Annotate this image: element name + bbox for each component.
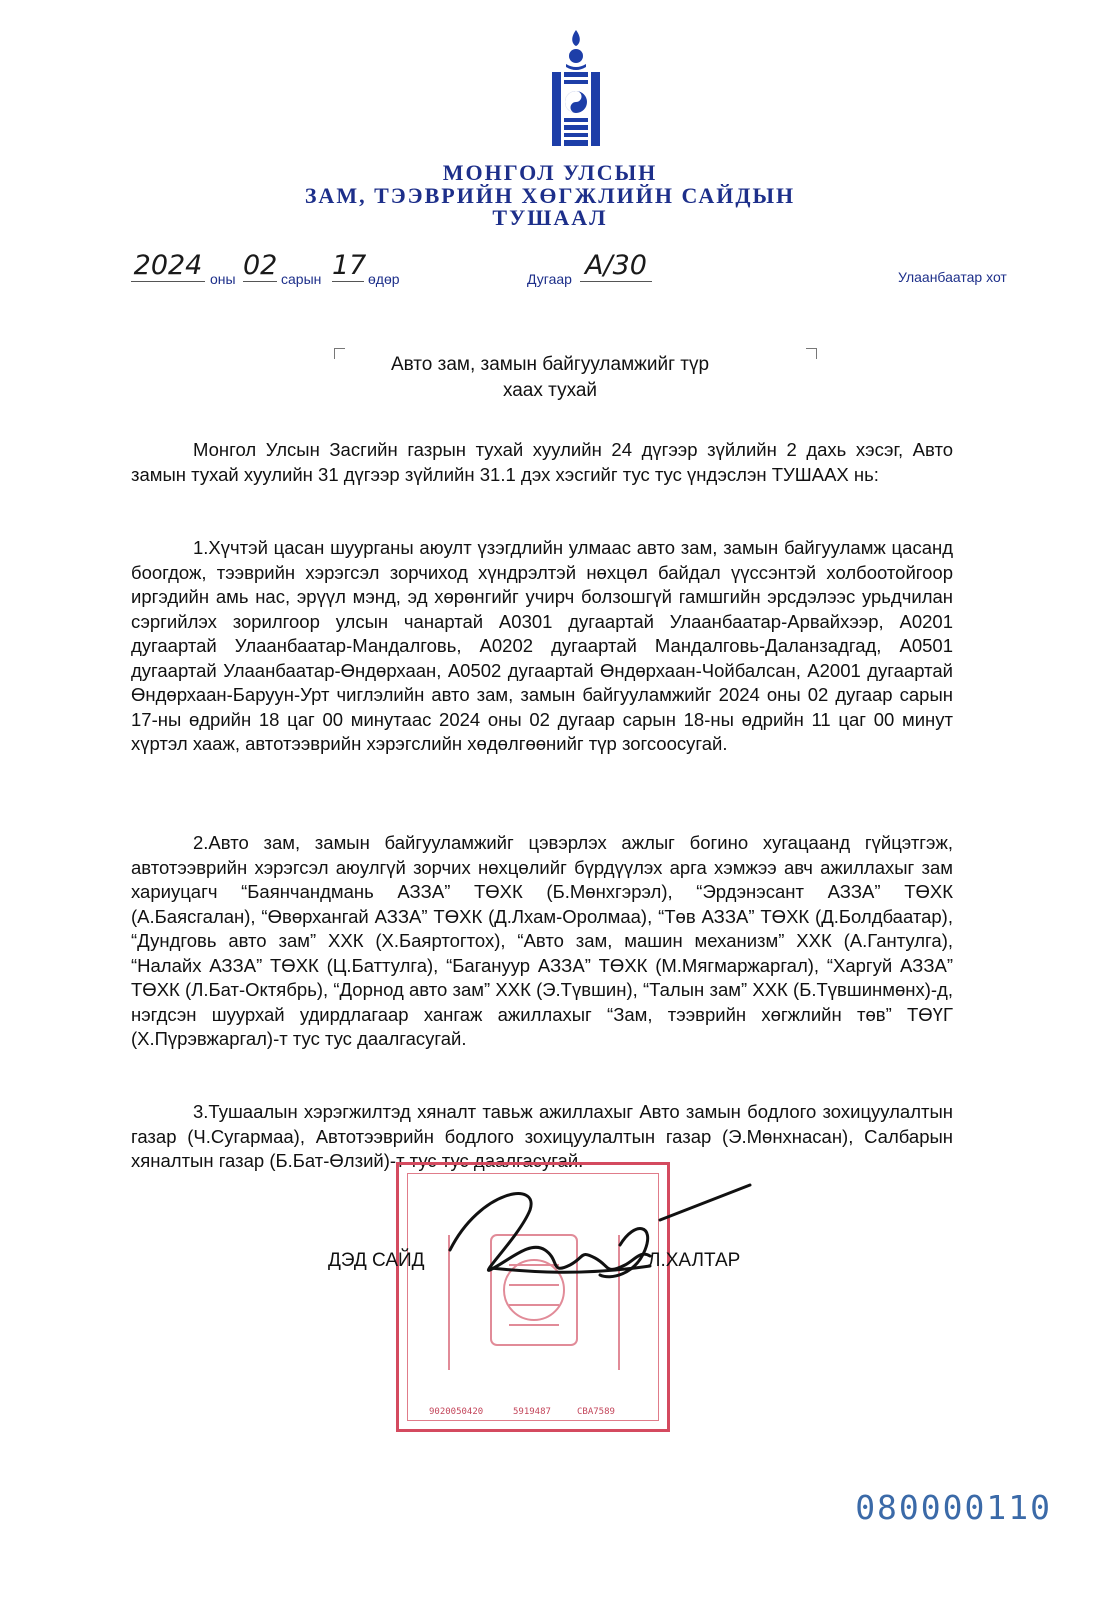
handwritten-signature [420,1180,760,1300]
title-line-1: Авто зам, замын байгууламжийг түр [390,354,710,375]
title-bracket-right [806,348,817,359]
date-month-label: сарын [281,271,322,287]
header-line-2: ЗАМ, ТЭЭВРИЙН ХӨГЖЛИЙН САЙДЫН [304,183,796,208]
date-year: 2024 [131,250,205,282]
item-3-text: 3.Тушаалын хэрэгжилтэд хяналт тавьж ажиллахыг Авто замын бодлого зохицуулалтын газар (Ч.Сугармаа), Автотээврийн бодлого зохицуулалтын газар (Э.Мөнхнасан), Салбарын хяналтын газар (Б.Бат-Өлзий)-т тус тус даалгасугай. [131,1101,953,1171]
item-2-text: 2.Авто зам, замын байгууламжийг цэвэрлэх ажлыг богино хугацаанд гүйцэтгэж, автотээврийн хэрэгсэл аюулгүй зорчих нөхцөлийг бүрдүүлэх арга хэмжээ авч ажиллахыг зам хариуцагч “Баянчандмань АЗЗА” ТӨХК (Б.Мөнхгэрэл), “Эрдэнэсант АЗЗА” ТӨХК (А.Баясгалан), “Өвөрхангай АЗЗА” ТӨХК (Д.Лхам-Оролмаа), “Төв АЗЗА” ТӨХК (Д.Болдбаатар), “Дундговь авто зам” ХХК (Х.Баяртогтох), “Авто зам, машин механизм” ХХК (А.Гантулга), “Налайх АЗЗА” ТӨХК (Ц.Баттулга), “Багануур АЗЗА” ТӨХК (М.Мягмаржаргал), “Харгуй АЗЗА” ТӨХК (Л.Бат-Октябрь), “Дорнод авто зам” ХХК (Э.Түвшин), “Талын зам” ХХК (Б.Түвшинмөнх)-д, нэгдсэн шуурхай удирдлагаар хангаж ажиллахыг “Зам, тээврийн хөгжлийн төв” ТӨҮГ (Х.Пүрэвжаргал)-т тус тус даалгасугай. [131,832,953,1049]
date-day-label: өдөр [368,271,400,287]
stamp-code-3: CBA7589 [577,1407,615,1417]
order-title [300,352,800,404]
header-line-3: ТУШААЛ [492,205,608,230]
order-number-label: Дугаар [527,271,572,287]
item-2 [131,831,953,1052]
header-line-1: МОНГОЛ УЛСЫН [442,160,658,185]
serial-number: 080000110 [855,1488,1052,1527]
date-year-label: оны [210,271,236,287]
preamble-text: Монгол Улсын Засгийн газрын тухай хуулийн 24 дүгээр зүйлийн 2 дахь хэсэг, Авто замын тухай хуулийн 31 дүгээр зүйлийн 31.1 дэх хэсгийг тус тус үндэслэн ТУШААХ нь: [131,439,953,485]
signer-name: Л.ХАЛТАР [648,1250,741,1271]
signer-position: ДЭД САЙД [328,1250,425,1271]
order-number: A/30 [580,250,652,282]
item-1 [131,536,953,757]
date-number-row [131,250,1031,290]
item-1-text: 1.Хүчтэй цасан шуурганы аюулт үзэгдлийн улмаас авто зам, замын байгууламж цасанд боогдож, тээврийн хэрэгсэл зорчиход хүндрэлтэй нөхцөл байдал үүссэнтэй холбоотойгоор иргэдийн амь нас, эрүүл мэнд, эд хөрөнгийг учирч болзошгүй гамшгийн эрсдэлээс урьдчилан сэргийлэх зорилгоор улсын чанартай А0301 дугаартай Улаанбаатар-Арвайхээр, А0201 дугаартай Улаанбаатар-Мандалговь, А0202 дугаартай Мандалговь-Даланзадгад, А0501 дугаартай Улаанбаатар-Өндөрхаан, А0502 дугаартай Өндөрхаан-Чойбалсан, А2001 дугаартай Өндөрхаан-Баруун-Урт чиглэлийн авто зам, замын байгууламжийг 2024 оны 02 дугаар сарын 17-ны өдрийн 18 цаг 00 минутаас 2024 оны 02 дугаар сарын 18-ны өдрийн 11 цаг 00 минут хүртэл хааж, автотээврийн хэрэгслийн хөдөлгөөнийг түр зогсоосугай. [131,537,953,754]
date-month: 02 [243,250,278,281]
city: Улаанбаатар хот [898,269,1007,285]
soyombo-emblem [548,30,604,150]
date-day: 17 [332,250,367,281]
title-line-2: хаах тухай [502,380,598,401]
stamp-code-1: 9020050420 [429,1407,484,1417]
preamble [131,438,953,487]
stamp-code-2: 5919487 [513,1407,551,1417]
